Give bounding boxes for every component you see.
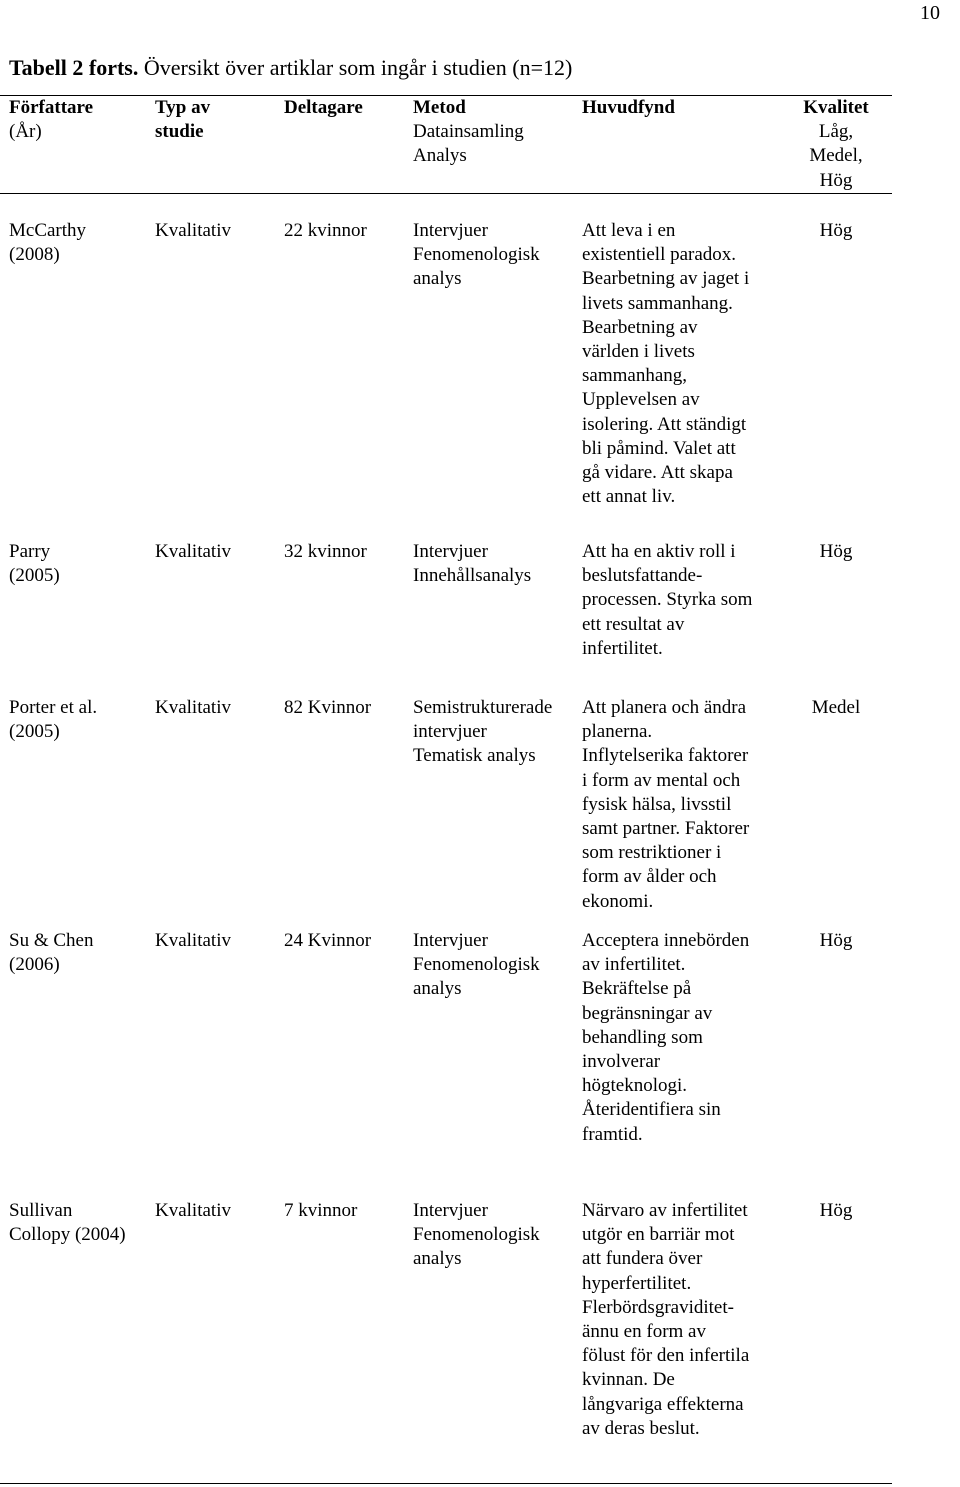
page-number: 10 (920, 2, 940, 24)
cell-line: kvinnan. De (582, 1369, 675, 1391)
cell-line: ett resultat av (582, 613, 685, 635)
cell-line: existentiell paradox. (582, 244, 737, 266)
cell-line: processen. Styrka som (582, 589, 753, 611)
cell-line: Intervjuer (413, 220, 488, 241)
header-sublabel: (År) (9, 121, 42, 143)
participants-cell (284, 540, 367, 564)
method-cell (413, 929, 540, 1002)
cell-line: Collopy (2004) (9, 1224, 126, 1246)
header-sublabel: Medel, (809, 145, 863, 167)
table-header-rule (0, 193, 892, 194)
cell-text: 32 kvinnor (284, 541, 367, 562)
cell-line: Intervjuer (413, 930, 488, 951)
header-label: Författare (9, 97, 94, 118)
cell-line: Bekräftelse på (582, 978, 692, 1000)
cell-line: Närvaro av infertilitet (582, 1200, 748, 1221)
header-study-type (155, 96, 210, 144)
cell-line: Fenomenologisk (413, 1224, 540, 1246)
cell-line: Återidentifiera sin (582, 1099, 721, 1121)
cell-line: Bearbetning av jaget i (582, 268, 750, 290)
cell-line: sammanhang, (582, 365, 688, 387)
quality-cell (792, 1199, 880, 1223)
cell-line: analys (413, 1248, 462, 1270)
cell-line: analys (413, 978, 462, 1000)
author-cell (9, 219, 86, 267)
cell-line: av infertilitet. (582, 954, 686, 976)
cell-line: Att leva i en (582, 220, 676, 241)
findings-cell (582, 540, 752, 661)
cell-line: ekonomi. (582, 890, 654, 912)
cell-text: Kvalitativ (155, 930, 231, 951)
cell-line: Upplevelsen av (582, 389, 700, 411)
table-bottom-rule (0, 1483, 892, 1484)
cell-line: form av ålder och (582, 866, 717, 888)
header-participants (284, 96, 363, 120)
findings-cell (582, 219, 749, 509)
header-method (413, 96, 524, 169)
participants-cell (284, 219, 367, 243)
cell-line: Innehållsanalys (413, 565, 532, 587)
quality-cell (792, 929, 880, 953)
cell-line: att fundera över (582, 1248, 703, 1270)
cell-line: fysisk hälsa, livsstil (582, 793, 732, 815)
cell-line: (2006) (9, 954, 60, 976)
cell-text: 24 Kvinnor (284, 930, 372, 951)
table-caption (9, 55, 572, 81)
author-cell (9, 696, 97, 744)
header-label: studie (155, 121, 204, 143)
cell-line: (2005) (9, 721, 60, 743)
author-cell (9, 1199, 126, 1247)
cell-line: av deras beslut. (582, 1417, 700, 1439)
cell-text: Kvalitativ (155, 1200, 231, 1221)
cell-line: Su & Chen (9, 930, 94, 951)
cell-text: Hög (819, 1200, 853, 1221)
header-sublabel: Analys (413, 145, 467, 167)
method-cell (413, 540, 531, 588)
cell-line: McCarthy (9, 220, 87, 241)
cell-line: ännu en form av (582, 1321, 706, 1343)
cell-line: Att ha en aktiv roll i (582, 541, 736, 562)
cell-line: infertilitet. (582, 637, 663, 659)
method-cell (413, 1199, 540, 1272)
cell-line: högteknologi. (582, 1075, 688, 1097)
cell-line: planerna. (582, 721, 653, 743)
cell-line: Inflytelserika faktorer (582, 745, 749, 767)
quality-cell (792, 219, 880, 243)
cell-text: 22 kvinnor (284, 220, 367, 241)
cell-line: begränsningar av (582, 1002, 713, 1024)
cell-line: som restriktioner i (582, 842, 722, 864)
cell-line: isolering. Att ständigt (582, 413, 747, 435)
author-cell (9, 929, 93, 977)
caption-label: Tabell 2 forts. (9, 55, 139, 80)
findings-cell (582, 696, 749, 914)
cell-line: hyperfertilitet. (582, 1272, 692, 1294)
participants-cell (284, 696, 371, 720)
cell-line: långvariga effekterna (582, 1393, 744, 1415)
cell-text: 82 Kvinnor (284, 697, 372, 718)
cell-text: Kvalitativ (155, 697, 231, 718)
study-type-cell (155, 1199, 231, 1223)
cell-line: Parry (9, 541, 51, 562)
cell-line: (2005) (9, 565, 60, 587)
cell-line: Sullivan (9, 1200, 73, 1221)
cell-line: Semistrukturerade (413, 697, 553, 718)
cell-line: Porter et al. (9, 697, 98, 718)
cell-line: samt partner. Faktorer (582, 818, 750, 840)
cell-line: ett annat liv. (582, 486, 676, 508)
study-type-cell (155, 540, 231, 564)
cell-text: Kvalitativ (155, 541, 231, 562)
author-cell (9, 540, 60, 588)
cell-text: Hög (819, 930, 853, 951)
study-type-cell (155, 219, 231, 243)
cell-line: Att planera och ändra (582, 697, 747, 718)
quality-cell (792, 696, 880, 720)
cell-line: Flerbördsgraviditet- (582, 1296, 734, 1318)
cell-line: gå vidare. Att skapa (582, 462, 733, 484)
cell-line: intervjuer (413, 721, 487, 743)
header-sublabel: Hög (819, 169, 853, 191)
header-sublabel: Datainsamling (413, 121, 524, 143)
study-type-cell (155, 929, 231, 953)
cell-line: bli påmind. Valet att (582, 437, 736, 459)
cell-line: beslutsfattande- (582, 565, 703, 587)
participants-cell (284, 929, 371, 953)
cell-line: Intervjuer (413, 1200, 488, 1221)
header-quality (792, 96, 880, 193)
cell-text: Hög (819, 541, 853, 562)
cell-text: Kvalitativ (155, 220, 231, 241)
method-cell (413, 696, 552, 769)
header-label: Huvudfynd (582, 97, 675, 118)
header-author (9, 96, 93, 144)
header-findings (582, 96, 675, 120)
cell-line: behandling som (582, 1026, 703, 1048)
quality-cell (792, 540, 880, 564)
cell-line: Fenomenologisk (413, 244, 540, 266)
cell-line: Intervjuer (413, 541, 488, 562)
cell-line: i form av mental och (582, 769, 741, 791)
participants-cell (284, 1199, 357, 1223)
cell-line: utgör en barriär mot (582, 1224, 735, 1246)
header-label: Metod (413, 97, 466, 118)
header-label: Deltagare (284, 97, 363, 118)
cell-line: Bearbetning av (582, 316, 698, 338)
study-type-cell (155, 696, 231, 720)
cell-line: Acceptera innebörden (582, 930, 750, 951)
cell-text: Medel (811, 697, 861, 718)
findings-cell (582, 929, 749, 1147)
cell-line: Tematisk analys (413, 745, 536, 767)
cell-line: framtid. (582, 1123, 643, 1145)
cell-line: analys (413, 268, 462, 290)
findings-cell (582, 1199, 749, 1441)
method-cell (413, 219, 540, 292)
cell-line: världen i livets (582, 341, 695, 363)
cell-line: fölust för den infertila (582, 1345, 750, 1367)
cell-text: Hög (819, 220, 853, 241)
header-label: Kvalitet (803, 97, 869, 118)
cell-line: Fenomenologisk (413, 954, 540, 976)
cell-text: 7 kvinnor (284, 1200, 358, 1221)
header-sublabel: Låg, (818, 121, 854, 143)
header-label: Typ av (155, 97, 211, 118)
caption-text: Översikt över artiklar som ingår i studien (n=12) (138, 55, 573, 80)
cell-line: livets sammanhang. (582, 292, 733, 314)
cell-line: (2008) (9, 244, 60, 266)
cell-line: involverar (582, 1051, 661, 1073)
